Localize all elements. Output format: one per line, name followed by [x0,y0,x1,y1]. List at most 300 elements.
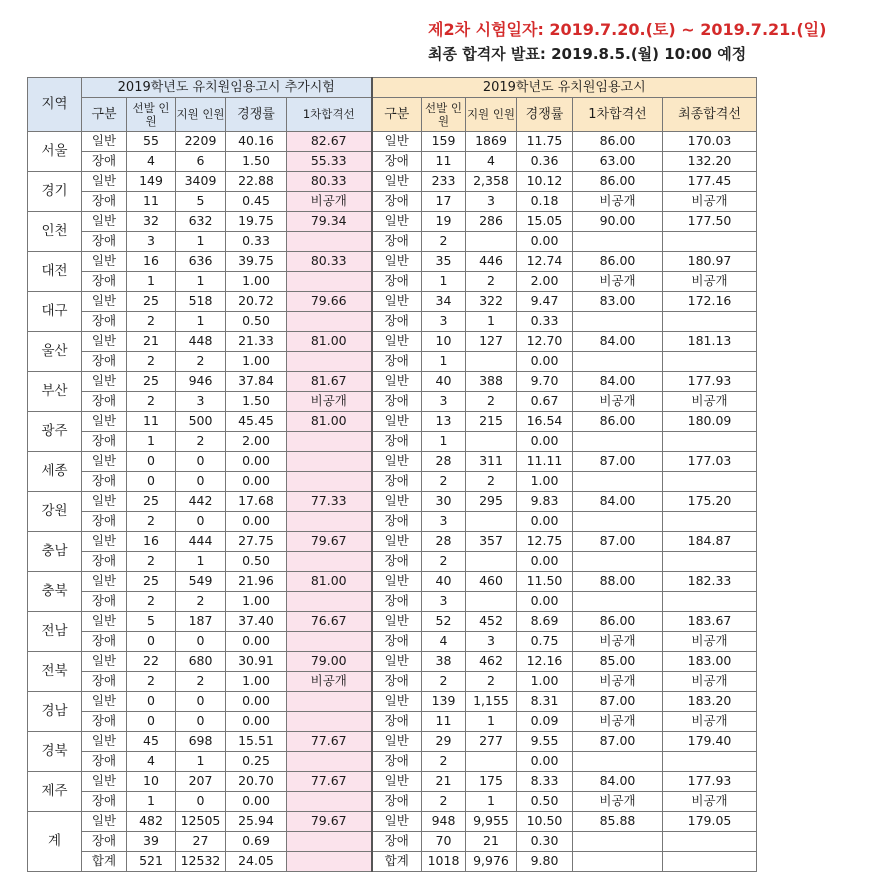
cell-b-ratio: 9.80 [517,852,573,872]
cell-b-final-cutoff: 비공개 [663,792,757,812]
region-header: 지역 [28,78,82,132]
cell-b-selected: 2 [422,752,466,772]
cell-a-selected: 39 [127,832,176,852]
cell-a-applicants: 27 [176,832,226,852]
cell-a-applicants: 3 [176,392,226,412]
cell-a-selected: 16 [127,252,176,272]
cell-b-applicants: 388 [466,372,517,392]
cell-b-ratio: 10.50 [517,812,573,832]
cell-b-first-cutoff: 비공개 [573,632,663,652]
cell-b-selected: 13 [422,412,466,432]
table-row [28,172,757,192]
cell-a-type: 일반 [82,532,127,552]
cell-a-ratio: 0.00 [226,712,287,732]
cell-a-first-cutoff [287,452,372,472]
cell-b-selected: 40 [422,372,466,392]
cell-b-selected: 1018 [422,852,466,872]
cell-a-first-cutoff: 81.00 [287,332,372,352]
cell-a-ratio: 45.45 [226,412,287,432]
cell-b-selected: 2 [422,232,466,252]
cell-b-applicants: 446 [466,252,517,272]
cell-b-type: 장애 [372,472,422,492]
cell-a-first-cutoff [287,552,372,572]
cell-b-applicants: 21 [466,832,517,852]
cell-b-ratio: 0.00 [517,752,573,772]
table-row [28,512,757,532]
cell-a-first-cutoff: 81.00 [287,572,372,592]
cell-a-type: 장애 [82,232,127,252]
cell-b-ratio: 12.16 [517,652,573,672]
cell-b-applicants: 452 [466,612,517,632]
cell-b-first-cutoff: 86.00 [573,612,663,632]
cell-b-ratio: 1.00 [517,472,573,492]
cell-a-first-cutoff: 80.33 [287,252,372,272]
cell-a-selected: 2 [127,512,176,532]
cell-b-final-cutoff [663,752,757,772]
cell-b-type: 일반 [372,652,422,672]
cell-a-first-cutoff: 81.00 [287,412,372,432]
cell-b-final-cutoff: 170.03 [663,132,757,152]
cell-b-applicants [466,512,517,532]
table-row [28,812,757,832]
cell-a-first-cutoff: 77.67 [287,772,372,792]
table-row [28,372,757,392]
cell-a-selected: 0 [127,712,176,732]
cell-b-type: 장애 [372,632,422,652]
cell-b-first-cutoff: 90.00 [573,212,663,232]
cell-b-first-cutoff: 87.00 [573,452,663,472]
cell-b-selected: 948 [422,812,466,832]
cell-a-ratio: 25.94 [226,812,287,832]
col-a-applicants: 지원 인원 [176,98,226,132]
table-row [28,352,757,372]
table-row [28,152,757,172]
cell-b-type: 일반 [372,372,422,392]
cell-a-type: 일반 [82,692,127,712]
cell-a-type: 일반 [82,332,127,352]
col-b-ratio: 경쟁률 [517,98,573,132]
col-a-selected: 선발 인원 [127,98,176,132]
table-row [28,692,757,712]
region-name: 계 [28,812,82,872]
cell-a-first-cutoff [287,712,372,732]
cell-b-final-cutoff: 175.20 [663,492,757,512]
table-row [28,752,757,772]
cell-a-applicants: 698 [176,732,226,752]
cell-a-ratio: 37.40 [226,612,287,632]
cell-a-type: 일반 [82,292,127,312]
cell-b-selected: 3 [422,392,466,412]
cell-b-ratio: 9.83 [517,492,573,512]
cell-b-selected: 2 [422,792,466,812]
cell-a-type: 일반 [82,812,127,832]
region-name: 세종 [28,452,82,492]
section-b-title: 2019학년도 유치원임용고시 [372,78,757,98]
cell-b-final-cutoff [663,852,757,872]
cell-b-ratio: 0.00 [517,512,573,532]
region-name: 제주 [28,772,82,812]
cell-a-selected: 482 [127,812,176,832]
region-name: 경남 [28,692,82,732]
cell-a-selected: 4 [127,752,176,772]
cell-b-selected: 139 [422,692,466,712]
table-row [28,632,757,652]
cell-a-type: 장애 [82,792,127,812]
cell-b-selected: 40 [422,572,466,592]
results-table [27,77,757,872]
cell-a-first-cutoff [287,232,372,252]
cell-b-type: 일반 [372,812,422,832]
cell-b-type: 합계 [372,852,422,872]
cell-b-first-cutoff [573,592,663,612]
cell-a-selected: 11 [127,192,176,212]
cell-a-selected: 2 [127,552,176,572]
cell-b-applicants: 277 [466,732,517,752]
table-row [28,552,757,572]
cell-b-selected: 17 [422,192,466,212]
cell-b-ratio: 0.30 [517,832,573,852]
cell-a-ratio: 22.88 [226,172,287,192]
cell-a-first-cutoff [287,692,372,712]
cell-a-ratio: 40.16 [226,132,287,152]
cell-a-ratio: 21.33 [226,332,287,352]
cell-b-first-cutoff: 비공개 [573,392,663,412]
cell-a-ratio: 0.45 [226,192,287,212]
region-name: 충북 [28,572,82,612]
cell-a-applicants: 2209 [176,132,226,152]
cell-a-type: 일반 [82,372,127,392]
cell-b-first-cutoff: 83.00 [573,292,663,312]
cell-a-ratio: 21.96 [226,572,287,592]
cell-b-selected: 3 [422,512,466,532]
cell-b-selected: 1 [422,432,466,452]
cell-a-applicants: 680 [176,652,226,672]
cell-b-first-cutoff: 비공개 [573,192,663,212]
region-name: 경기 [28,172,82,212]
cell-b-ratio: 0.00 [517,552,573,572]
cell-b-ratio: 9.55 [517,732,573,752]
cell-a-selected: 2 [127,672,176,692]
table-row [28,272,757,292]
cell-b-final-cutoff [663,472,757,492]
cell-a-type: 장애 [82,192,127,212]
cell-a-applicants: 12532 [176,852,226,872]
cell-b-type: 장애 [372,792,422,812]
cell-b-ratio: 0.67 [517,392,573,412]
col-a-first-cutoff: 1차합격선 [287,98,372,132]
cell-a-selected: 2 [127,592,176,612]
cell-b-first-cutoff: 84.00 [573,372,663,392]
cell-a-first-cutoff [287,792,372,812]
cell-b-selected: 34 [422,292,466,312]
cell-b-first-cutoff: 87.00 [573,532,663,552]
cell-b-selected: 21 [422,772,466,792]
table-row [28,212,757,232]
cell-b-applicants: 2 [466,672,517,692]
cell-a-first-cutoff: 비공개 [287,392,372,412]
cell-a-applicants: 0 [176,452,226,472]
table-row [28,252,757,272]
region-name: 인천 [28,212,82,252]
cell-a-applicants: 632 [176,212,226,232]
cell-a-selected: 11 [127,412,176,432]
cell-a-selected: 22 [127,652,176,672]
cell-a-selected: 2 [127,392,176,412]
cell-b-final-cutoff [663,432,757,452]
table-row [28,472,757,492]
cell-b-ratio: 1.00 [517,672,573,692]
cell-b-applicants: 311 [466,452,517,472]
cell-b-type: 일반 [372,612,422,632]
cell-b-final-cutoff [663,352,757,372]
cell-b-first-cutoff: 비공개 [573,792,663,812]
cell-b-ratio: 12.75 [517,532,573,552]
cell-a-selected: 1 [127,792,176,812]
cell-b-final-cutoff: 180.09 [663,412,757,432]
cell-b-selected: 11 [422,712,466,732]
cell-b-final-cutoff: 비공개 [663,672,757,692]
cell-b-first-cutoff: 86.00 [573,132,663,152]
cell-b-type: 장애 [372,392,422,412]
cell-a-ratio: 27.75 [226,532,287,552]
cell-a-applicants: 500 [176,412,226,432]
cell-a-first-cutoff: 비공개 [287,192,372,212]
region-name: 강원 [28,492,82,532]
cell-a-applicants: 207 [176,772,226,792]
cell-a-applicants: 2 [176,592,226,612]
table-row [28,192,757,212]
cell-b-applicants: 215 [466,412,517,432]
cell-a-selected: 2 [127,312,176,332]
cell-b-ratio: 15.05 [517,212,573,232]
table-row [28,572,757,592]
cell-b-final-cutoff: 비공개 [663,392,757,412]
cell-a-first-cutoff [287,592,372,612]
cell-a-first-cutoff [287,852,372,872]
cell-b-ratio: 0.50 [517,792,573,812]
cell-b-type: 일반 [372,572,422,592]
cell-b-applicants [466,232,517,252]
cell-a-first-cutoff [287,352,372,372]
cell-b-first-cutoff: 86.00 [573,412,663,432]
cell-b-applicants: 2 [466,392,517,412]
cell-b-applicants [466,552,517,572]
cell-a-type: 장애 [82,552,127,572]
cell-b-final-cutoff: 179.05 [663,812,757,832]
cell-a-type: 일반 [82,732,127,752]
cell-b-type: 일반 [372,412,422,432]
section-a-title: 2019학년도 유치원임용고시 추가시험 [82,78,372,98]
cell-b-type: 일반 [372,452,422,472]
cell-b-applicants: 357 [466,532,517,552]
cell-a-selected: 25 [127,492,176,512]
table-row [28,132,757,152]
table-row [28,792,757,812]
cell-b-type: 일반 [372,692,422,712]
table-row [28,712,757,732]
cell-a-ratio: 30.91 [226,652,287,672]
cell-a-applicants: 2 [176,352,226,372]
region-name: 전남 [28,612,82,652]
cell-b-final-cutoff: 비공개 [663,632,757,652]
cell-b-type: 일반 [372,132,422,152]
col-b-first-cutoff: 1차합격선 [573,98,663,132]
cell-a-ratio: 0.50 [226,552,287,572]
region-name: 울산 [28,332,82,372]
cell-b-final-cutoff: 177.93 [663,372,757,392]
cell-a-ratio: 15.51 [226,732,287,752]
cell-a-selected: 5 [127,612,176,632]
cell-a-type: 일반 [82,772,127,792]
cell-b-final-cutoff: 비공개 [663,192,757,212]
cell-a-type: 장애 [82,152,127,172]
table-row [28,292,757,312]
cell-a-type: 장애 [82,312,127,332]
cell-b-ratio: 8.69 [517,612,573,632]
cell-a-first-cutoff: 77.33 [287,492,372,512]
cell-a-first-cutoff: 82.67 [287,132,372,152]
cell-b-applicants: 286 [466,212,517,232]
col-b-selected: 선발 인원 [422,98,466,132]
cell-a-first-cutoff: 79.66 [287,292,372,312]
cell-b-applicants [466,432,517,452]
cell-b-ratio: 0.36 [517,152,573,172]
cell-b-first-cutoff [573,852,663,872]
cell-a-applicants: 0 [176,792,226,812]
cell-a-applicants: 12505 [176,812,226,832]
region-name: 광주 [28,412,82,452]
cell-b-first-cutoff: 86.00 [573,252,663,272]
cell-b-first-cutoff: 비공개 [573,672,663,692]
cell-b-applicants: 127 [466,332,517,352]
cell-b-type: 일반 [372,772,422,792]
cell-b-selected: 4 [422,632,466,652]
cell-b-first-cutoff: 63.00 [573,152,663,172]
cell-a-ratio: 1.00 [226,272,287,292]
cell-b-type: 일반 [372,292,422,312]
cell-b-type: 장애 [372,672,422,692]
cell-b-final-cutoff: 177.45 [663,172,757,192]
cell-a-applicants: 0 [176,472,226,492]
cell-b-applicants: 1 [466,312,517,332]
cell-b-first-cutoff: 86.00 [573,172,663,192]
cell-b-applicants: 3 [466,632,517,652]
cell-b-first-cutoff [573,552,663,572]
cell-b-ratio: 0.00 [517,232,573,252]
cell-a-ratio: 0.00 [226,452,287,472]
cell-b-type: 일반 [372,252,422,272]
cell-b-applicants [466,592,517,612]
cell-a-ratio: 1.50 [226,392,287,412]
cell-a-ratio: 2.00 [226,432,287,452]
cell-b-type: 장애 [372,192,422,212]
table-row [28,832,757,852]
cell-b-final-cutoff: 177.50 [663,212,757,232]
cell-a-applicants: 1 [176,752,226,772]
cell-a-first-cutoff: 76.67 [287,612,372,632]
cell-b-ratio: 16.54 [517,412,573,432]
cell-b-ratio: 11.75 [517,132,573,152]
cell-b-final-cutoff: 179.40 [663,732,757,752]
cell-b-applicants: 4 [466,152,517,172]
cell-b-selected: 10 [422,332,466,352]
cell-b-selected: 11 [422,152,466,172]
cell-a-type: 장애 [82,432,127,452]
cell-b-final-cutoff: 181.13 [663,332,757,352]
cell-a-selected: 55 [127,132,176,152]
cell-a-applicants: 549 [176,572,226,592]
cell-a-first-cutoff: 77.67 [287,732,372,752]
cell-b-final-cutoff: 180.97 [663,252,757,272]
cell-b-final-cutoff: 182.33 [663,572,757,592]
cell-b-applicants: 322 [466,292,517,312]
cell-b-final-cutoff: 184.87 [663,532,757,552]
cell-b-final-cutoff: 132.20 [663,152,757,172]
cell-b-final-cutoff: 177.93 [663,772,757,792]
cell-b-first-cutoff: 87.00 [573,732,663,752]
cell-b-final-cutoff: 비공개 [663,272,757,292]
cell-a-ratio: 1.00 [226,352,287,372]
cell-b-selected: 1 [422,352,466,372]
cell-b-type: 장애 [372,752,422,772]
cell-b-type: 장애 [372,712,422,732]
col-b-type: 구분 [372,98,422,132]
cell-b-applicants: 2 [466,472,517,492]
region-name: 전북 [28,652,82,692]
cell-a-first-cutoff: 비공개 [287,672,372,692]
cell-b-type: 장애 [372,312,422,332]
cell-b-selected: 29 [422,732,466,752]
cell-a-applicants: 444 [176,532,226,552]
cell-a-applicants: 1 [176,312,226,332]
cell-a-applicants: 3409 [176,172,226,192]
cell-a-selected: 21 [127,332,176,352]
cell-a-applicants: 448 [176,332,226,352]
cell-b-applicants: 2,358 [466,172,517,192]
cell-b-selected: 28 [422,532,466,552]
cell-b-applicants: 175 [466,772,517,792]
cell-a-type: 장애 [82,272,127,292]
cell-a-selected: 25 [127,292,176,312]
cell-b-type: 일반 [372,732,422,752]
table-row [28,852,757,872]
cell-b-applicants: 295 [466,492,517,512]
cell-a-type: 일반 [82,572,127,592]
cell-b-final-cutoff: 172.16 [663,292,757,312]
col-a-type: 구분 [82,98,127,132]
cell-b-first-cutoff [573,312,663,332]
cell-b-applicants: 9,955 [466,812,517,832]
cell-a-first-cutoff: 81.67 [287,372,372,392]
cell-b-applicants: 460 [466,572,517,592]
cell-a-ratio: 1.50 [226,152,287,172]
cell-b-applicants: 1869 [466,132,517,152]
cell-b-ratio: 0.09 [517,712,573,732]
cell-b-applicants: 3 [466,192,517,212]
cell-b-type: 장애 [372,832,422,852]
cell-a-type: 장애 [82,672,127,692]
cell-a-type: 장애 [82,632,127,652]
cell-a-first-cutoff: 55.33 [287,152,372,172]
table-row [28,612,757,632]
exam-date-line: 제2차 시험일자: 2019.7.20.(토) ~ 2019.7.21.(일) [428,20,827,39]
cell-b-selected: 3 [422,312,466,332]
cell-b-first-cutoff: 비공개 [573,272,663,292]
cell-a-type: 합계 [82,852,127,872]
announcement-line: 최종 합격자 발표: 2019.8.5.(월) 10:00 예정 [428,45,747,63]
cell-a-applicants: 6 [176,152,226,172]
cell-b-ratio: 9.70 [517,372,573,392]
